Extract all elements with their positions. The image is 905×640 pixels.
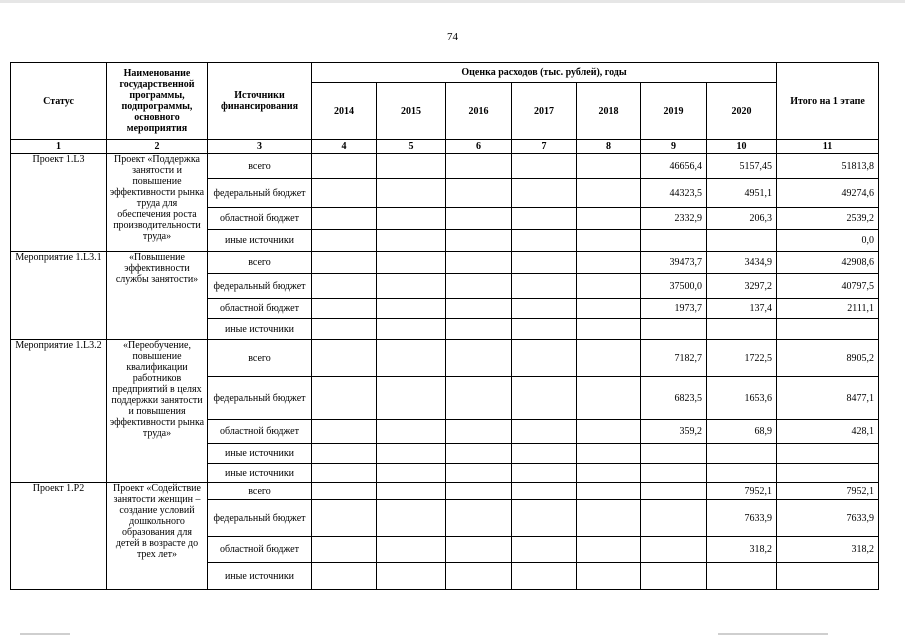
row-status: Мероприятие 1.L3.1 (11, 252, 107, 340)
value-cell-2019 (641, 500, 707, 537)
source-cell: областной бюджет (208, 420, 312, 444)
header-year: 2019 (641, 83, 707, 140)
header-year: 2018 (577, 83, 641, 140)
row-name: «Переобучение, повышение квалификации работников предприятий в целях поддержки занятости и повышения эффективности рынка труда» (107, 340, 208, 483)
value-cell-total: 7952,1 (777, 483, 879, 500)
value-cell-total: 8905,2 (777, 340, 879, 377)
value-cell-2020: 68,9 (707, 420, 777, 444)
row-name: Проект «Содействие занятости женщин – создание условий дошкольного образования для детей в возрасте до трех лет» (107, 483, 208, 590)
bottom-border-right (718, 633, 828, 635)
value-cell (577, 444, 641, 464)
column-number: 2 (107, 140, 208, 154)
value-cell (377, 299, 446, 319)
value-cell (446, 299, 512, 319)
value-cell-total: 42908,6 (777, 252, 879, 274)
value-cell-2020 (707, 464, 777, 483)
value-cell (577, 340, 641, 377)
value-cell-2020 (707, 230, 777, 252)
source-cell: иные источники (208, 444, 312, 464)
value-cell (512, 483, 577, 500)
header-sources: Источники финансирования (208, 63, 312, 140)
value-cell (377, 464, 446, 483)
value-cell-2019 (641, 563, 707, 590)
source-cell: иные источники (208, 464, 312, 483)
value-cell (312, 299, 377, 319)
value-cell-total (777, 464, 879, 483)
value-cell (312, 230, 377, 252)
value-cell (377, 444, 446, 464)
value-cell-2020: 5157,45 (707, 154, 777, 179)
value-cell (446, 483, 512, 500)
row-status: Мероприятие 1.L3.2 (11, 340, 107, 483)
value-cell-2020: 318,2 (707, 537, 777, 563)
header-year: 2016 (446, 83, 512, 140)
column-number: 6 (446, 140, 512, 154)
value-cell-total (777, 319, 879, 340)
value-cell (377, 420, 446, 444)
value-cell-total: 51813,8 (777, 154, 879, 179)
value-cell (377, 563, 446, 590)
value-cell (377, 537, 446, 563)
value-cell (577, 377, 641, 420)
value-cell (312, 340, 377, 377)
value-cell (512, 537, 577, 563)
value-cell (312, 500, 377, 537)
column-number: 3 (208, 140, 312, 154)
header-year: 2020 (707, 83, 777, 140)
value-cell (312, 154, 377, 179)
value-cell (446, 179, 512, 208)
header-total: Итого на 1 этапе (777, 63, 879, 140)
value-cell (446, 230, 512, 252)
source-cell: федеральный бюджет (208, 179, 312, 208)
value-cell (512, 377, 577, 420)
bottom-border-left (20, 633, 70, 635)
value-cell-2019: 1973,7 (641, 299, 707, 319)
value-cell-2019: 46656,4 (641, 154, 707, 179)
value-cell (512, 444, 577, 464)
row-name: Проект «Поддержка занятости и повышение эффективности рынка труда для обеспечения роста производительности труда» (107, 154, 208, 252)
value-cell (446, 444, 512, 464)
value-cell-2020: 7633,9 (707, 500, 777, 537)
value-cell-2020: 3434,9 (707, 252, 777, 274)
value-cell (512, 319, 577, 340)
page-number: 74 (447, 31, 458, 43)
value-cell (312, 464, 377, 483)
value-cell (577, 483, 641, 500)
column-number: 9 (641, 140, 707, 154)
value-cell-2020: 137,4 (707, 299, 777, 319)
value-cell (446, 208, 512, 230)
value-cell (512, 563, 577, 590)
column-number: 10 (707, 140, 777, 154)
value-cell-2019 (641, 444, 707, 464)
value-cell (512, 252, 577, 274)
header-year: 2014 (312, 83, 377, 140)
value-cell (446, 154, 512, 179)
value-cell (312, 420, 377, 444)
value-cell-total: 8477,1 (777, 377, 879, 420)
value-cell (377, 500, 446, 537)
value-cell (312, 483, 377, 500)
header-year: 2017 (512, 83, 577, 140)
value-cell (312, 377, 377, 420)
value-cell-2020: 1722,5 (707, 340, 777, 377)
source-cell: всего (208, 483, 312, 500)
value-cell-2019 (641, 464, 707, 483)
value-cell-2019 (641, 537, 707, 563)
source-cell: иные источники (208, 230, 312, 252)
value-cell (512, 208, 577, 230)
value-cell-2019: 37500,0 (641, 274, 707, 299)
header-year: 2015 (377, 83, 446, 140)
expenditure-table (10, 62, 879, 590)
value-cell-2020: 4951,1 (707, 179, 777, 208)
column-number: 4 (312, 140, 377, 154)
value-cell (377, 377, 446, 420)
value-cell-2020 (707, 444, 777, 464)
value-cell-total (777, 563, 879, 590)
value-cell (512, 179, 577, 208)
source-cell: иные источники (208, 319, 312, 340)
value-cell (446, 500, 512, 537)
row-status: Проект 1.L3 (11, 154, 107, 252)
value-cell (377, 274, 446, 299)
source-cell: всего (208, 340, 312, 377)
table-row (11, 154, 879, 179)
value-cell (312, 563, 377, 590)
source-cell: областной бюджет (208, 537, 312, 563)
source-cell: всего (208, 252, 312, 274)
value-cell-total: 428,1 (777, 420, 879, 444)
source-cell: федеральный бюджет (208, 274, 312, 299)
value-cell (446, 464, 512, 483)
value-cell (577, 464, 641, 483)
value-cell (512, 500, 577, 537)
value-cell-2020: 7952,1 (707, 483, 777, 500)
value-cell (577, 563, 641, 590)
value-cell (577, 208, 641, 230)
value-cell-total: 318,2 (777, 537, 879, 563)
value-cell-2019 (641, 319, 707, 340)
value-cell (377, 230, 446, 252)
value-cell (312, 444, 377, 464)
table-row (11, 252, 879, 274)
value-cell (377, 483, 446, 500)
value-cell-total: 2111,1 (777, 299, 879, 319)
source-cell: федеральный бюджет (208, 377, 312, 420)
column-number: 8 (577, 140, 641, 154)
value-cell-2020: 1653,6 (707, 377, 777, 420)
value-cell-2019: 44323,5 (641, 179, 707, 208)
value-cell (512, 154, 577, 179)
value-cell (577, 500, 641, 537)
value-cell-2020: 206,3 (707, 208, 777, 230)
value-cell-2019: 7182,7 (641, 340, 707, 377)
value-cell (577, 420, 641, 444)
value-cell (512, 274, 577, 299)
value-cell (512, 420, 577, 444)
value-cell (577, 154, 641, 179)
value-cell (577, 299, 641, 319)
column-number: 11 (777, 140, 879, 154)
value-cell-2019: 359,2 (641, 420, 707, 444)
value-cell (446, 319, 512, 340)
column-number: 7 (512, 140, 577, 154)
value-cell (512, 464, 577, 483)
value-cell-2019: 6823,5 (641, 377, 707, 420)
value-cell (446, 274, 512, 299)
row-name: «Повышение эффективности службы занятости» (107, 252, 208, 340)
value-cell (377, 179, 446, 208)
value-cell (577, 252, 641, 274)
value-cell (446, 563, 512, 590)
source-cell: областной бюджет (208, 299, 312, 319)
table-row (11, 483, 879, 500)
value-cell (312, 274, 377, 299)
header-status: Статус (11, 63, 107, 140)
header-estimate: Оценка расходов (тыс. рублей), годы (312, 63, 777, 83)
value-cell (377, 340, 446, 377)
value-cell (446, 420, 512, 444)
value-cell-total (777, 444, 879, 464)
source-cell: федеральный бюджет (208, 500, 312, 537)
value-cell-2020 (707, 563, 777, 590)
source-cell: всего (208, 154, 312, 179)
value-cell (377, 208, 446, 230)
value-cell-2020 (707, 319, 777, 340)
value-cell-2019 (641, 230, 707, 252)
source-cell: иные источники (208, 563, 312, 590)
value-cell-total: 40797,5 (777, 274, 879, 299)
value-cell (577, 179, 641, 208)
value-cell (377, 154, 446, 179)
column-number: 5 (377, 140, 446, 154)
value-cell (446, 537, 512, 563)
value-cell (577, 230, 641, 252)
header-name: Наименование государственной программы, подпрограммы, основного мероприятия (107, 63, 208, 140)
top-border (0, 0, 905, 3)
value-cell (446, 340, 512, 377)
value-cell (377, 252, 446, 274)
value-cell (312, 537, 377, 563)
value-cell-2019: 39473,7 (641, 252, 707, 274)
value-cell (577, 274, 641, 299)
value-cell (512, 299, 577, 319)
value-cell-total: 0,0 (777, 230, 879, 252)
source-cell: областной бюджет (208, 208, 312, 230)
value-cell (312, 179, 377, 208)
value-cell (577, 537, 641, 563)
value-cell (446, 252, 512, 274)
value-cell-total: 2539,2 (777, 208, 879, 230)
value-cell (512, 230, 577, 252)
value-cell-2019: 2332,9 (641, 208, 707, 230)
value-cell-total: 7633,9 (777, 500, 879, 537)
value-cell (446, 377, 512, 420)
value-cell (512, 340, 577, 377)
table-row (11, 340, 879, 377)
row-status: Проект 1.P2 (11, 483, 107, 590)
value-cell-2019 (641, 483, 707, 500)
value-cell (377, 319, 446, 340)
value-cell-total: 49274,6 (777, 179, 879, 208)
column-number: 1 (11, 140, 107, 154)
value-cell-2020: 3297,2 (707, 274, 777, 299)
value-cell (312, 252, 377, 274)
value-cell (312, 319, 377, 340)
value-cell (312, 208, 377, 230)
value-cell (577, 319, 641, 340)
